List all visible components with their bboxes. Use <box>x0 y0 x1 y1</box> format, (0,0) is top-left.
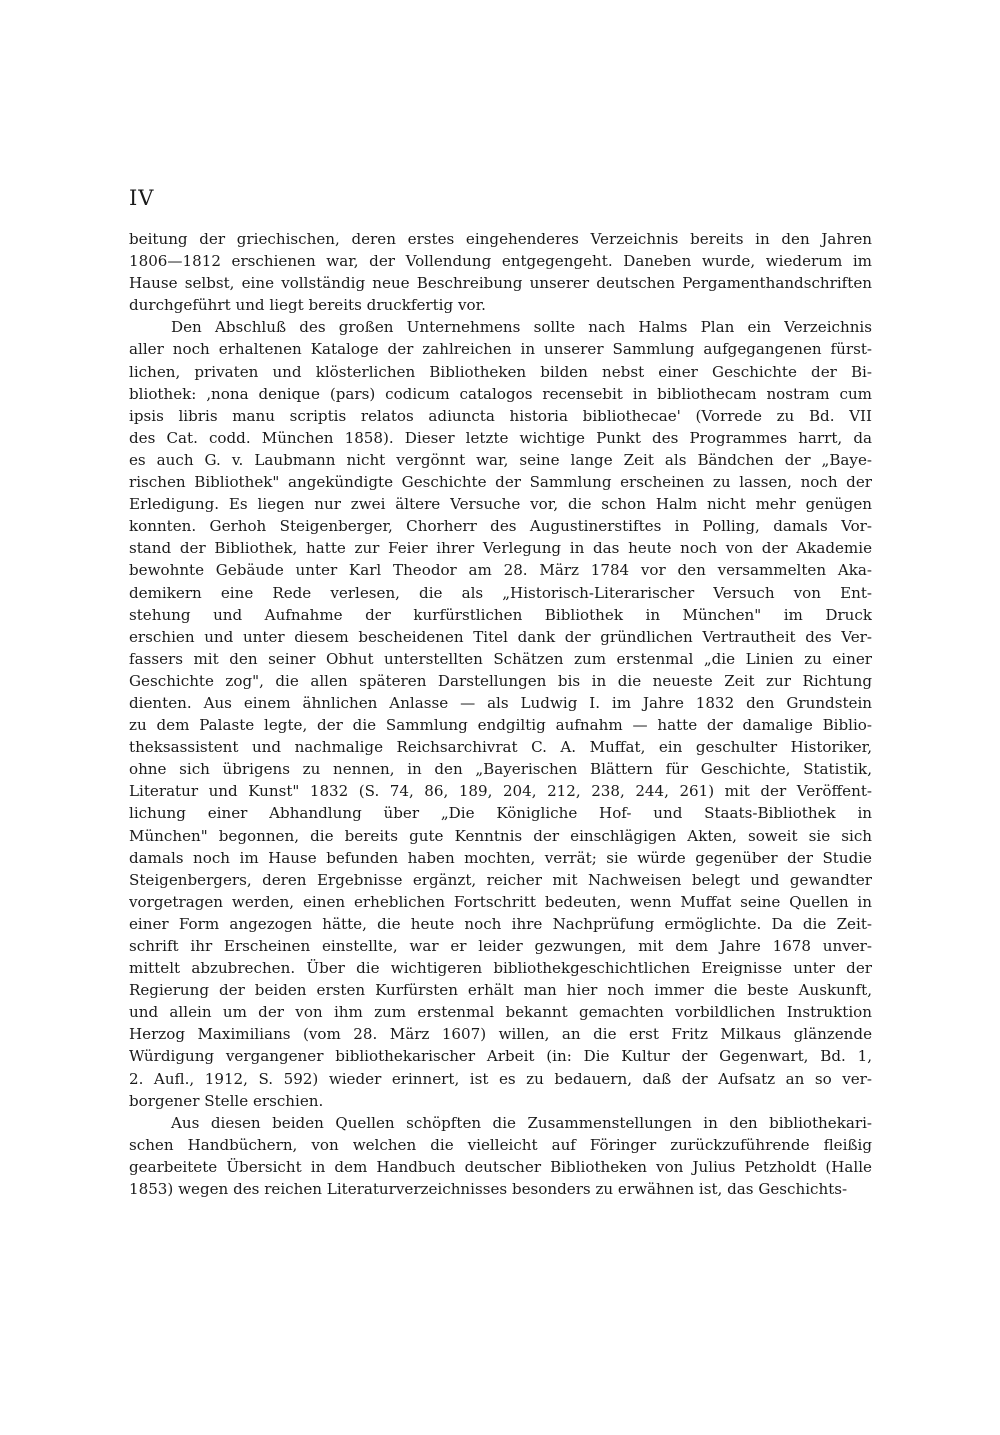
text-line: stehung und Aufnahme der kurfürstlichen Bibliothek in München" im Druck <box>129 605 872 624</box>
text-line: Aus diesen beiden Quellen schöpften die Zusammenstellungen in den bibliothekari- <box>171 1113 872 1132</box>
text-line: aller noch erhaltenen Kataloge der zahlreichen in unserer Sammlung aufgegangenen fürst- <box>129 340 872 359</box>
text-line: bliothek: ‚nona denique (pars) codicum catalogos recensebit in bibliothecam nostram cum <box>129 384 872 403</box>
text-line: dienten. Aus einem ähnlichen Anlasse — als Ludwig I. im Jahre 1832 den Grundstein <box>129 693 872 712</box>
text-line: und allein um der von ihm zum erstenmal bekannt gemachten vorbildlichen Instruktion <box>129 1003 872 1022</box>
text-line: erschien und unter diesem bescheidenen Titel dank der gründlichen Vertrautheit des Ver- <box>129 627 872 646</box>
text-line: es auch G. v. Laubmann nicht vergönnt war, seine lange Zeit als Bändchen der „Baye- <box>129 450 872 469</box>
text-line: lichung einer Abhandlung über „Die Königliche Hof- und Staats-Bibliothek in <box>129 804 872 823</box>
text-line: lichen, privaten und klösterlichen Bibliotheken bilden nebst einer Geschichte der Bi- <box>129 362 872 381</box>
text-line: Regierung der beiden ersten Kurfürsten erhält man hier noch immer die beste Auskunft, <box>129 981 872 1000</box>
text-line: des Cat. codd. München 1858). Dieser letzte wichtige Punkt des Programmes harrt, da <box>129 428 872 447</box>
text-line: 1806—1812 erschienen war, der Vollendung entgegengeht. Daneben wurde, wiederum im <box>129 252 872 271</box>
text-line: Literatur und Kunst" 1832 (S. 74, 86, 189, 204, 212, 238, 244, 261) mit der Veröffent- <box>129 782 872 801</box>
text-line: ipsis libris manu scriptis relatos adiuncta historia bibliothecae' (Vorrede zu Bd. VII <box>129 406 872 425</box>
text-line: Erledigung. Es liegen nur zwei ältere Versuche vor, die schon Halm nicht mehr genügen <box>129 495 872 514</box>
paragraph <box>129 1112 872 1200</box>
text-line: vorgetragen werden, einen erheblichen Fortschritt bedeuten, wenn Muffat seine Quellen in <box>129 892 872 911</box>
text-line: Herzog Maximilians (vom 28. März 1607) willen, an die erst Fritz Milkaus glänzende <box>129 1025 872 1044</box>
text-line: München" begonnen, die bereits gute Kenntnis der einschlägigen Akten, soweit sie sich <box>129 826 872 845</box>
paragraph <box>129 316 872 1111</box>
text-line: fassers mit den seiner Obhut unterstellten Schätzen zum erstenmal „die Linien zu einer <box>129 649 872 668</box>
text-line: gearbeitete Übersicht in dem Handbuch deutscher Bibliotheken von Julius Petzholdt (Halle <box>129 1157 872 1176</box>
page-number: IV <box>129 186 155 210</box>
text-line: theksassistent und nachmalige Reichsarchivrat C. A. Muffat, ein geschulter Historiker, <box>129 738 872 757</box>
text-line: borgener Stelle erschien. <box>129 1091 324 1110</box>
text-line: Hause selbst, eine vollständig neue Beschreibung unserer deutschen Pergamenthandschriften <box>129 274 872 293</box>
text-line: stand der Bibliothek, hatte zur Feier ihrer Verlegung in das heute noch von der Akademie <box>129 539 872 558</box>
body-text <box>129 228 872 1200</box>
text-line: 2. Aufl., 1912, S. 592) wieder erinnert, ist es zu bedauern, daß der Aufsatz an so ver- <box>129 1069 872 1088</box>
text-line: bewohnte Gebäude unter Karl Theodor am 28. März 1784 vor den versammelten Aka- <box>129 561 872 580</box>
text-line: einer Form angezogen hätte, die heute noch ihre Nachprüfung ermöglichte. Da die Zeit- <box>129 914 872 933</box>
text-line: 1853) wegen des reichen Literaturverzeichnisses besonders zu erwähnen ist, das Geschichts- <box>129 1180 848 1199</box>
text-line: Würdigung vergangener bibliothekarischer Arbeit (in: Die Kultur der Gegenwart, Bd. 1, <box>129 1047 872 1066</box>
text-line: Den Abschluß des großen Unternehmens sollte nach Halms Plan ein Verzeichnis <box>171 318 872 337</box>
text-line: schen Handbüchern, von welchen die vielleicht auf Föringer zurückzuführende fleißig <box>129 1135 872 1154</box>
text-line: beitung der griechischen, deren erstes eingehenderes Verzeichnis bereits in den Jahren <box>129 230 872 248</box>
paragraph <box>129 228 872 316</box>
text-line: demikern eine Rede verlesen, die als „Historisch-Literarischer Versuch von Ent- <box>129 583 872 602</box>
text-line: rischen Bibliothek" angekündigte Geschichte der Sammlung erscheinen zu lassen, noch der <box>129 473 872 492</box>
text-line: schrift ihr Erscheinen einstellte, war er leider gezwungen, mit dem Jahre 1678 unver- <box>129 937 872 955</box>
text-line: zu dem Palaste legte, der die Sammlung endgiltig aufnahm — hatte der damalige Biblio- <box>129 716 872 735</box>
text-line: mittelt abzubrechen. Über die wichtigeren bibliothekgeschichtlichen Ereignisse unter der <box>129 959 872 978</box>
text-line: konnten. Gerhoh Steigenberger, Chorherr des Augustinerstiftes in Polling, damals Vor- <box>129 517 872 536</box>
text-line: Geschichte zog", die allen späteren Darstellungen bis in die neueste Zeit zur Richtung <box>129 671 872 690</box>
text-line: durchgeführt und liegt bereits druckfertig vor. <box>129 296 486 315</box>
text-line: damals noch im Hause befunden haben mochten, verrät; sie würde gegenüber der Studie <box>129 848 872 867</box>
text-line: ohne sich übrigens zu nennen, in den „Bayerischen Blättern für Geschichte, Statistik, <box>129 760 872 779</box>
text-line: Steigenbergers, deren Ergebnisse ergänzt, reicher mit Nachweisen belegt und gewandter <box>129 870 872 889</box>
